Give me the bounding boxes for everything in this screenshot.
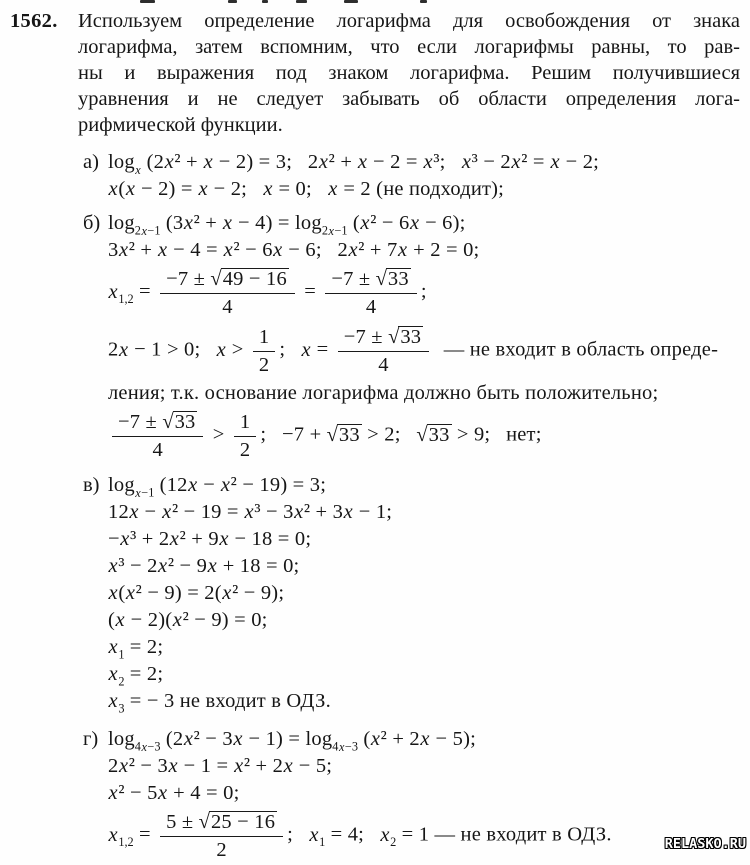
math-line: $\log_{x-1} (12x - x^2 - 19) = 3$; (108, 474, 327, 500)
problem-header (0, 0, 750, 138)
math-line: 2x² − 3x − 1 = x² + 2x − 5; (108, 755, 333, 777)
intro-line: рифмической функции. (78, 114, 283, 136)
problem-number: 1562. (10, 10, 58, 32)
math-line: $x_2 = 2$; (108, 663, 164, 689)
part-lines (108, 210, 750, 465)
intro-lines (78, 8, 740, 138)
scan-artifact (296, 0, 307, 3)
math-line: $\log_{2x-1} (3x^2 + x - 4) = \log_{2x-1} (x^2 - 6x - 6)$; (108, 212, 466, 238)
math-line: x² − 5x + 4 = 0; (108, 782, 240, 804)
math-line: ления; т.к. основание логарифма должно быть положительно; (108, 382, 659, 404)
solution (0, 149, 750, 865)
intro-line: логарифма, затем вспомним, что если логарифмы равны, то рав- (78, 36, 740, 58)
math-line: −x³ + 2x² + 9x − 18 = 0; (108, 528, 312, 550)
scan-artifact (228, 0, 237, 3)
scan-artifact (262, 0, 268, 3)
scan-artifacts (0, 0, 750, 4)
intro-line: Используем определение логарифма для освобождения от знака (78, 10, 740, 32)
watermark: RELASKO.RU (664, 836, 746, 852)
part-lines (108, 726, 750, 865)
math-line: $\log_x (2x^2 + x - 2) = 3$; 2x² + x − 2 = x³; x³ − 2x² = x − 2; (108, 151, 600, 177)
scan-artifact (140, 0, 155, 3)
math-line: x(x − 2) = x − 2; x = 0; x = 2 (не подходит); (108, 178, 505, 200)
intro-line: ны и выражения под знаком логарифма. Решим получившиеся (78, 62, 740, 84)
math-line: $x_{1,2}$ = $\frac{5 \pm √25 - 16}{2}$ ; $x_1 = 4$; $x_2 = 1$ — не входит в ОДЗ. (108, 811, 612, 861)
math-line: $x_3$ = − 3 не входит в ОДЗ. (108, 690, 331, 716)
part-label: г) (83, 728, 99, 750)
math-line: 12x − x² − 19 = x³ − 3x² + 3x − 1; (108, 501, 393, 523)
scan-artifact (420, 0, 427, 3)
math-line: $\frac{-7 \pm √33}{4}$ > $\frac{1}{2}$ ; −7 + √33 > 2; √33 > 9; нет; (108, 407, 750, 465)
part-label: а) (83, 151, 99, 173)
part-a (83, 149, 750, 203)
math-line: x(x² − 9) = 2(x² − 9); (108, 582, 285, 604)
scan-artifact (344, 0, 358, 3)
intro-line: уравнения и не следует забывать об области определения лога- (78, 88, 740, 110)
math-line: $\log_{4x-3} (2x^2 - 3x - 1) = \log_{4x-3} (x^2 + 2x - 5)$; (108, 728, 476, 754)
math-line: x³ − 2x² − 9x + 18 = 0; (108, 555, 300, 577)
part-v (83, 472, 750, 715)
part-lines (108, 472, 750, 715)
math-line: 2x − 1 > 0; x > $\frac{1}{2}$ ; x = $\frac{-7 \pm √33}{4}$ — не входит в область опреде- (108, 326, 719, 376)
math-line: 3x² + x − 4 = x² − 6x − 6; 2x² + 7x + 2 = 0; (108, 239, 480, 261)
math-line: $x_1 = 2$; (108, 636, 164, 662)
part-label: б) (83, 212, 101, 234)
part-g (83, 726, 750, 865)
part-lines (108, 149, 750, 203)
math-line: (x − 2)(x² − 9) = 0; (108, 609, 268, 631)
part-b (83, 210, 750, 465)
math-line: $x_{1,2}$ = $\frac{-7 \pm √49 - 16}{4}$ = $\frac{-7 \pm √33}{4}$ ; (108, 268, 427, 318)
part-label: в) (83, 474, 100, 496)
